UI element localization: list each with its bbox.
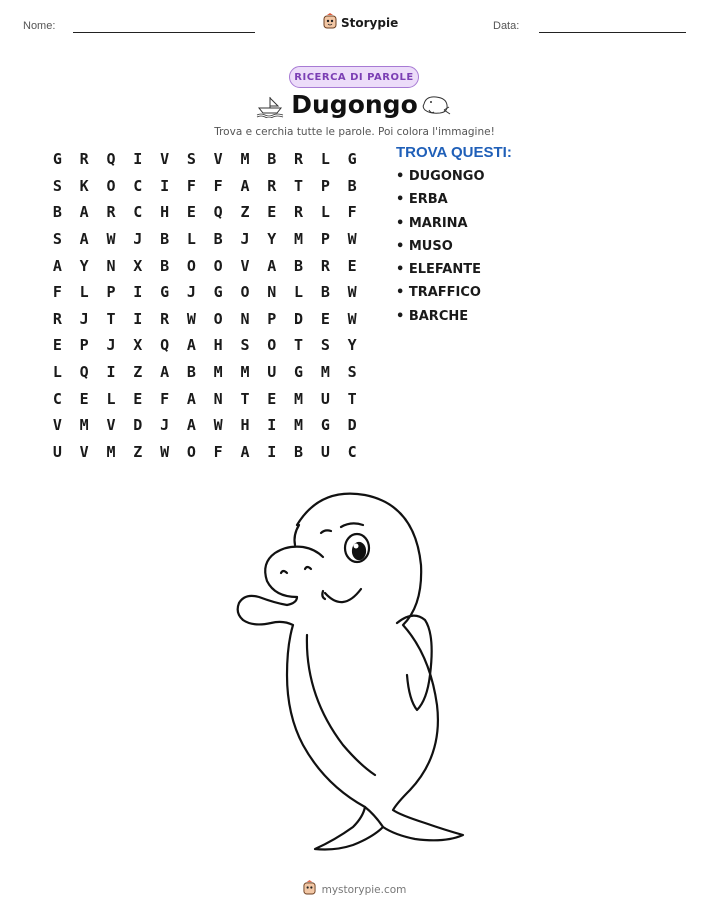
grid-cell[interactable]: V xyxy=(52,416,62,435)
grid-cell[interactable]: O xyxy=(106,176,116,195)
grid-cell[interactable]: I xyxy=(267,416,277,435)
grid-cell[interactable]: S xyxy=(52,176,62,195)
grid-cell[interactable]: J xyxy=(106,336,116,355)
grid-cell[interactable]: W xyxy=(160,442,170,461)
grid-cell[interactable]: R xyxy=(294,203,304,222)
grid-cell[interactable]: K xyxy=(79,176,89,195)
storypie-logo-icon xyxy=(323,13,337,33)
grid-cell[interactable]: R xyxy=(294,150,304,169)
grid-cell[interactable]: A xyxy=(240,442,250,461)
grid-cell[interactable]: D xyxy=(347,416,357,435)
grid-cell[interactable]: B xyxy=(160,256,170,275)
grid-cell[interactable]: B xyxy=(267,150,277,169)
grid-row xyxy=(44,412,366,439)
grid-cell[interactable]: J xyxy=(160,416,170,435)
grid-row xyxy=(44,146,366,173)
grid-cell[interactable]: O xyxy=(213,309,223,328)
grid-cell[interactable]: A xyxy=(267,256,277,275)
grid-cell[interactable]: Q xyxy=(106,150,116,169)
grid-cell[interactable]: G xyxy=(52,150,62,169)
grid-cell[interactable]: F xyxy=(347,203,357,222)
grid-cell[interactable]: I xyxy=(106,363,116,382)
grid-cell[interactable]: V xyxy=(79,442,89,461)
grid-row xyxy=(44,252,366,279)
grid-cell[interactable]: R xyxy=(320,256,330,275)
grid-cell[interactable]: N xyxy=(240,309,250,328)
grid-cell[interactable]: Z xyxy=(133,442,143,461)
grid-cell[interactable]: P xyxy=(320,230,330,249)
grid-cell[interactable]: E xyxy=(267,389,277,408)
grid-cell[interactable]: C xyxy=(347,442,357,461)
grid-cell[interactable]: F xyxy=(160,389,170,408)
grid-cell[interactable]: T xyxy=(347,389,357,408)
grid-cell[interactable]: J xyxy=(133,230,143,249)
grid-cell[interactable]: Z xyxy=(133,363,143,382)
word-list-item: • TRAFFICO xyxy=(396,285,481,301)
word-list-item: • BARCHE xyxy=(396,308,469,324)
grid-cell[interactable]: V xyxy=(213,150,223,169)
grid-row xyxy=(44,226,366,253)
grid-cell[interactable]: N xyxy=(267,283,277,302)
grid-cell[interactable]: P xyxy=(320,176,330,195)
grid-cell[interactable]: T xyxy=(106,309,116,328)
grid-cell[interactable]: B xyxy=(294,256,304,275)
grid-cell[interactable]: Z xyxy=(240,203,250,222)
grid-cell[interactable]: M xyxy=(213,363,223,382)
grid-cell[interactable]: R xyxy=(106,203,116,222)
worksheet-type-badge: RICERCA DI PAROLE xyxy=(289,66,419,88)
name-label: Nome: xyxy=(23,20,56,32)
grid-cell[interactable]: E xyxy=(267,203,277,222)
grid-cell[interactable]: I xyxy=(133,283,143,302)
grid-cell[interactable]: E xyxy=(133,389,143,408)
grid-cell[interactable]: V xyxy=(240,256,250,275)
grid-cell[interactable]: R xyxy=(267,176,277,195)
grid-cell[interactable]: S xyxy=(347,363,357,382)
grid-cell[interactable]: F xyxy=(213,176,223,195)
grid-row xyxy=(44,279,366,306)
grid-cell[interactable]: F xyxy=(186,176,196,195)
storypie-logo-icon xyxy=(303,880,316,899)
grid-cell[interactable]: T xyxy=(294,176,304,195)
grid-cell[interactable]: I xyxy=(133,309,143,328)
instructions: Trova e cerchia tutte le parole. Poi colora l'immagine! xyxy=(214,126,495,138)
grid-cell[interactable]: M xyxy=(79,416,89,435)
grid-cell[interactable]: P xyxy=(106,283,116,302)
grid-cell[interactable]: G xyxy=(213,283,223,302)
grid-cell[interactable]: M xyxy=(320,363,330,382)
grid-cell[interactable]: S xyxy=(186,150,196,169)
grid-cell[interactable]: M xyxy=(294,230,304,249)
grid-cell[interactable]: C xyxy=(133,176,143,195)
grid-cell[interactable]: J xyxy=(240,230,250,249)
grid-cell[interactable]: O xyxy=(213,256,223,275)
word-list-item: • ERBA xyxy=(396,192,448,208)
grid-cell[interactable]: Y xyxy=(347,336,357,355)
date-label: Data: xyxy=(493,20,520,32)
grid-cell[interactable]: G xyxy=(160,283,170,302)
grid-cell[interactable]: E xyxy=(186,203,196,222)
grid-row xyxy=(44,439,366,466)
grid-cell[interactable]: W xyxy=(347,283,357,302)
grid-cell[interactable]: S xyxy=(240,336,250,355)
grid-cell[interactable]: W xyxy=(213,416,223,435)
grid-cell[interactable]: B xyxy=(213,230,223,249)
grid-cell[interactable]: L xyxy=(52,363,62,382)
grid-cell[interactable]: H xyxy=(240,416,250,435)
grid-cell[interactable]: W xyxy=(347,230,357,249)
grid-cell[interactable]: B xyxy=(186,363,196,382)
grid-cell[interactable]: M xyxy=(240,150,250,169)
grid-cell[interactable]: A xyxy=(186,389,196,408)
grid-cell[interactable]: M xyxy=(240,363,250,382)
grid-cell[interactable]: R xyxy=(79,150,89,169)
grid-cell[interactable]: L xyxy=(294,283,304,302)
grid-cell[interactable]: C xyxy=(52,389,62,408)
word-list-item: • MUSO xyxy=(396,238,453,254)
grid-cell[interactable]: O xyxy=(186,442,196,461)
grid-cell[interactable]: V xyxy=(160,150,170,169)
grid-cell[interactable]: U xyxy=(320,442,330,461)
grid-cell[interactable]: I xyxy=(160,176,170,195)
grid-cell[interactable]: L xyxy=(320,150,330,169)
brand-logo xyxy=(323,13,398,33)
grid-cell[interactable]: M xyxy=(294,416,304,435)
grid-cell[interactable]: Q xyxy=(213,203,223,222)
grid-cell[interactable]: F xyxy=(52,283,62,302)
footer xyxy=(0,880,709,899)
grid-cell[interactable]: Q xyxy=(160,336,170,355)
grid-cell[interactable]: L xyxy=(79,283,89,302)
grid-row xyxy=(44,306,366,333)
grid-cell[interactable]: R xyxy=(160,309,170,328)
grid-cell[interactable]: U xyxy=(52,442,62,461)
grid-cell[interactable]: O xyxy=(186,256,196,275)
grid-cell[interactable]: N xyxy=(213,389,223,408)
grid-cell[interactable]: O xyxy=(267,336,277,355)
dugong-doodle-icon xyxy=(420,92,452,122)
grid-cell[interactable]: A xyxy=(240,176,250,195)
grid-cell[interactable]: M xyxy=(106,442,116,461)
grid-cell[interactable]: T xyxy=(294,336,304,355)
word-list-item: • MARINA xyxy=(396,215,468,231)
grid-row xyxy=(44,385,366,412)
grid-cell[interactable]: G xyxy=(347,150,357,169)
grid-cell[interactable]: I xyxy=(133,150,143,169)
grid-cell[interactable]: V xyxy=(106,416,116,435)
grid-cell[interactable]: R xyxy=(52,309,62,328)
grid-cell[interactable]: M xyxy=(294,389,304,408)
grid-cell[interactable]: A xyxy=(160,363,170,382)
grid-row xyxy=(44,199,366,226)
grid-cell[interactable]: A xyxy=(52,256,62,275)
grid-cell[interactable]: G xyxy=(294,363,304,382)
brand-name: Storypie xyxy=(341,16,399,30)
grid-cell[interactable]: B xyxy=(294,442,304,461)
date-line[interactable] xyxy=(539,32,686,33)
grid-cell[interactable]: B xyxy=(160,230,170,249)
grid-cell[interactable]: L xyxy=(320,203,330,222)
grid-cell[interactable]: L xyxy=(106,389,116,408)
grid-cell[interactable]: S xyxy=(52,230,62,249)
grid-cell[interactable]: J xyxy=(186,283,196,302)
word-search-grid xyxy=(44,146,366,465)
grid-cell[interactable]: Y xyxy=(267,230,277,249)
grid-cell[interactable]: B xyxy=(52,203,62,222)
grid-cell[interactable]: F xyxy=(213,442,223,461)
grid-cell[interactable]: J xyxy=(79,309,89,328)
grid-cell[interactable]: E xyxy=(320,309,330,328)
grid-cell[interactable]: S xyxy=(320,336,330,355)
word-list-heading: TROVA QUESTI: xyxy=(396,144,512,161)
page-title: Dugongo xyxy=(291,90,418,119)
word-list-item: • DUGONGO xyxy=(396,169,485,184)
grid-cell[interactable]: X xyxy=(133,336,143,355)
grid-row xyxy=(44,359,366,386)
grid-cell[interactable]: I xyxy=(267,442,277,461)
grid-cell[interactable]: A xyxy=(186,336,196,355)
grid-cell[interactable]: A xyxy=(79,203,89,222)
grid-cell[interactable]: D xyxy=(133,416,143,435)
grid-cell[interactable]: N xyxy=(106,256,116,275)
grid-cell[interactable]: G xyxy=(320,416,330,435)
grid-cell[interactable]: D xyxy=(294,309,304,328)
grid-cell[interactable]: W xyxy=(186,309,196,328)
footer-link[interactable]: mystorypie.com xyxy=(321,883,407,896)
word-list xyxy=(396,144,512,332)
name-line[interactable] xyxy=(73,32,255,33)
grid-cell[interactable]: U xyxy=(320,389,330,408)
grid-cell[interactable]: T xyxy=(240,389,250,408)
word-list-item: • ELEFANTE xyxy=(396,262,481,278)
grid-cell[interactable]: C xyxy=(133,203,143,222)
grid-cell[interactable]: L xyxy=(186,230,196,249)
grid-row xyxy=(44,332,366,359)
grid-cell[interactable]: W xyxy=(106,230,116,249)
grid-cell[interactable]: B xyxy=(347,176,357,195)
grid-cell[interactable]: E xyxy=(79,389,89,408)
grid-cell[interactable]: Q xyxy=(79,363,89,382)
grid-cell[interactable]: O xyxy=(240,283,250,302)
grid-cell[interactable]: A xyxy=(186,416,196,435)
grid-cell[interactable]: H xyxy=(160,203,170,222)
dugong-coloring-illustration[interactable] xyxy=(225,485,485,855)
grid-cell[interactable]: Y xyxy=(79,256,89,275)
grid-cell[interactable]: W xyxy=(347,309,357,328)
grid-cell[interactable]: E xyxy=(347,256,357,275)
grid-cell[interactable]: B xyxy=(320,283,330,302)
grid-row xyxy=(44,173,366,200)
grid-cell[interactable]: X xyxy=(133,256,143,275)
grid-cell[interactable]: H xyxy=(213,336,223,355)
grid-cell[interactable]: U xyxy=(267,363,277,382)
grid-cell[interactable]: A xyxy=(79,230,89,249)
grid-cell[interactable]: P xyxy=(267,309,277,328)
grid-cell[interactable]: P xyxy=(79,336,89,355)
grid-cell[interactable]: E xyxy=(52,336,62,355)
